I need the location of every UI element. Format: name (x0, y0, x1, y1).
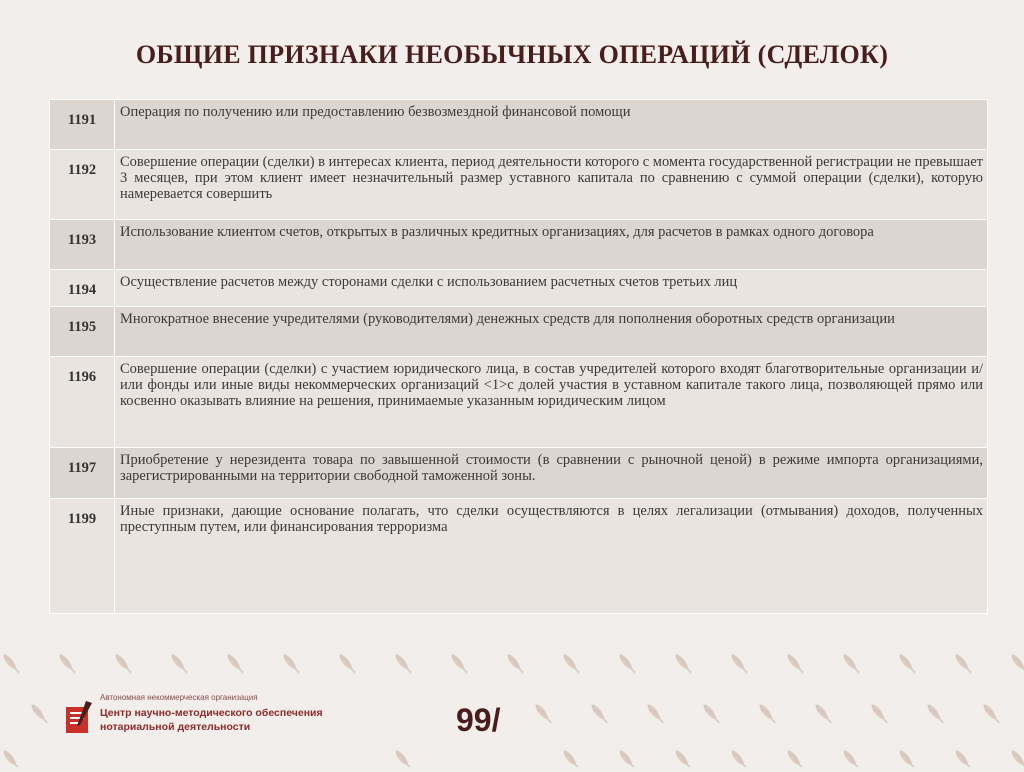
indicator-description: Совершение операции (сделки) в интересах клиента, период деятельности которого с момента государственной регистрации не превышает 3 месяцев, при этом клиент имеет незначительный размер уставного капитала по сравнению с суммой операции (сделки), которую намеревается совершить (115, 150, 988, 220)
feather-icon (841, 748, 861, 767)
feather-icon (1009, 748, 1024, 767)
org-type-label: Автономная некоммерческая организация (100, 693, 258, 702)
feather-icon (813, 702, 833, 724)
feather-icon (981, 702, 1001, 724)
table-row (50, 499, 988, 614)
feather-icon (757, 702, 777, 724)
feather-icon (925, 702, 945, 724)
feather-icon (953, 748, 973, 767)
feather-icon (393, 652, 413, 674)
indicator-code: 1193 (50, 220, 115, 270)
organization-logo (64, 693, 364, 743)
table-row (50, 100, 988, 150)
page-number: 99/ (456, 702, 501, 738)
feather-icon (1, 748, 21, 767)
feather-icon (113, 652, 133, 674)
feather-icon (785, 652, 805, 674)
feather-icon (533, 702, 553, 724)
feather-icon (729, 748, 749, 767)
table-row (50, 220, 988, 270)
indicator-description: Иные признаки, дающие основание полагать, что сделки осуществляются в целях легализации (отмывания) доходов, полученных преступным путем, или финансирования терроризма (115, 499, 988, 614)
feather-icon (505, 652, 525, 674)
indicator-description: Осуществление расчетов между сторонами сделки с использованием расчетных счетов третьих лиц (115, 270, 988, 307)
feather-icon (869, 702, 889, 724)
indicators-table (49, 99, 988, 614)
notary-emblem-icon (64, 699, 94, 735)
feather-icon (1009, 652, 1024, 674)
feather-icon (589, 702, 609, 724)
feather-icon (897, 652, 917, 674)
feather-icon (897, 748, 917, 767)
indicator-code: 1191 (50, 100, 115, 150)
feather-icon (561, 652, 581, 674)
feather-icon (57, 652, 77, 674)
indicator-code: 1195 (50, 307, 115, 357)
feather-icon (673, 748, 693, 767)
indicator-code: 1199 (50, 499, 115, 614)
table-row (50, 307, 988, 357)
feather-icon (729, 652, 749, 674)
indicator-description: Многократное внесение учредителями (руководителями) денежных средств для пополнения оборотных средств организации (115, 307, 988, 357)
feather-icon (1, 652, 21, 674)
feather-icon (281, 652, 301, 674)
indicator-description: Использование клиентом счетов, открытых в различных кредитных организациях, для расчетов в рамках одного договора (115, 220, 988, 270)
indicator-code: 1196 (50, 357, 115, 448)
feather-icon (785, 748, 805, 767)
feather-icon (673, 652, 693, 674)
org-name-line2: нотариальной деятельности (100, 721, 251, 733)
indicator-code: 1197 (50, 448, 115, 499)
indicator-code: 1194 (50, 270, 115, 307)
table-row (50, 270, 988, 307)
table-row (50, 448, 988, 499)
feather-icon (561, 748, 581, 767)
feather-icon (841, 652, 861, 674)
feather-icon (617, 748, 637, 767)
feather-icon (225, 652, 245, 674)
feather-icon (953, 652, 973, 674)
feather-icon (701, 702, 721, 724)
feather-icon (169, 652, 189, 674)
indicator-description: Операция по получению или предоставлению безвозмездной финансовой помощи (115, 100, 988, 150)
indicator-code: 1192 (50, 150, 115, 220)
table-row (50, 357, 988, 448)
feather-icon (645, 702, 665, 724)
slide-title: ОБЩИЕ ПРИЗНАКИ НЕОБЫЧНЫХ ОПЕРАЦИЙ (СДЕЛОК) (135, 40, 889, 69)
table-row (50, 150, 988, 220)
feather-icon (337, 652, 357, 674)
org-name-line1: Центр научно-методического обеспечения (100, 707, 323, 719)
feather-icon (449, 652, 469, 674)
feather-icon (393, 748, 413, 767)
feather-icon (617, 652, 637, 674)
indicator-description: Совершение операции (сделки) с участием юридического лица, в состав учредителей которого входят благотворительные организации и/или фонды или иные виды некоммерческих организаций <1>с долей участия в уставном капитале такого лица, позволяющей прямо или косвенно оказывать влияние на решения, принимаемые указанным юридическим лицом (115, 357, 988, 448)
indicator-description: Приобретение у нерезидента товара по завышенной стоимости (в сравнении с рыночной ценой) в режиме импорта организациями, зарегистрированными на территории свободной таможенной зоны. (115, 448, 988, 499)
feather-icon (29, 702, 49, 724)
